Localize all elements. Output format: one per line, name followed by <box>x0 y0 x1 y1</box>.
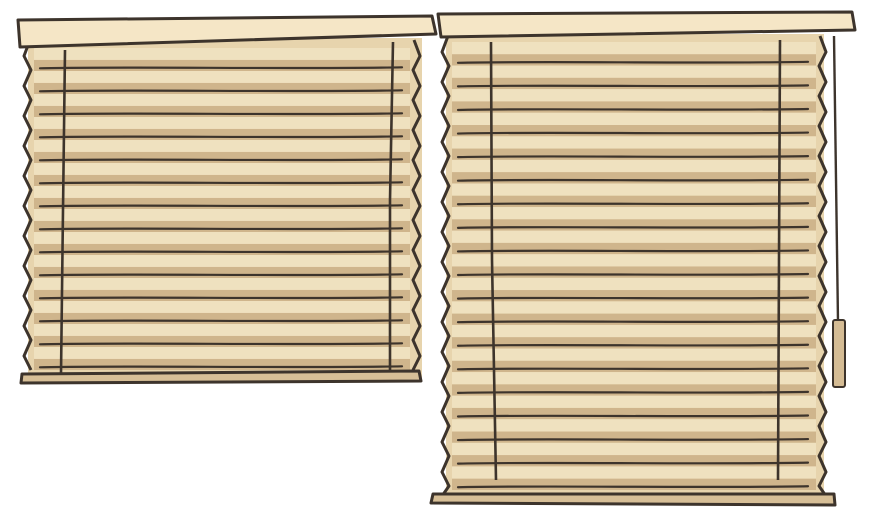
slat-shadow-band <box>452 455 816 466</box>
slat-light-band <box>34 278 410 290</box>
slat-shadow-band <box>452 314 816 325</box>
slat-light-band <box>34 163 410 175</box>
slat-light-band <box>452 89 816 101</box>
slat-crease-line <box>458 345 808 346</box>
slat-crease-line <box>458 298 808 299</box>
slat-shadow-band <box>34 290 410 301</box>
slat-shadow-band <box>34 175 410 186</box>
left-blind-bottom-rail <box>21 371 421 383</box>
slat-shadow-band <box>452 337 816 348</box>
left-blind-slats <box>34 48 410 370</box>
slat-light-band <box>452 349 816 361</box>
right-blind-headrail <box>438 12 855 37</box>
slat-shadow-band <box>34 336 410 347</box>
slat-shadow-band <box>452 172 816 183</box>
slat-shadow-band <box>34 83 410 94</box>
slat-crease-line <box>458 203 808 204</box>
slat-crease-line <box>458 133 808 134</box>
slat-shadow-band <box>34 152 410 163</box>
slat-light-band <box>34 324 410 336</box>
slat-shadow-band <box>34 60 410 71</box>
slat-crease-line <box>458 156 808 157</box>
right-blind-slats <box>452 42 816 490</box>
slat-light-band <box>452 254 816 266</box>
slat-light-band <box>452 278 816 290</box>
slat-crease-line <box>458 180 808 181</box>
slat-crease-line <box>458 250 808 251</box>
slat-crease-line <box>458 274 808 275</box>
slat-shadow-band <box>452 219 816 230</box>
slat-shadow-band <box>34 106 410 117</box>
slat-crease-line <box>458 463 808 464</box>
slat-light-band <box>452 207 816 219</box>
slat-light-band <box>452 419 816 431</box>
left-blind <box>18 16 436 383</box>
slat-light-band <box>34 71 410 83</box>
slat-shadow-band <box>34 221 410 232</box>
slat-crease-line <box>458 85 808 86</box>
slat-crease-line <box>40 343 402 344</box>
slat-shadow-band <box>452 125 816 136</box>
slat-crease-line <box>40 67 402 68</box>
slat-light-band <box>452 396 816 408</box>
slat-light-band <box>452 42 816 54</box>
slat-light-band <box>34 140 410 152</box>
slat-light-band <box>452 372 816 384</box>
slat-light-band <box>34 255 410 267</box>
slat-light-band <box>452 66 816 78</box>
slat-shadow-band <box>34 267 410 278</box>
slat-light-band <box>452 301 816 313</box>
slat-crease-line <box>40 251 402 252</box>
slat-light-band <box>34 347 410 359</box>
slat-shadow-band <box>452 290 816 301</box>
slat-crease-line <box>458 109 808 110</box>
slat-shadow-band <box>34 313 410 324</box>
slat-shadow-band <box>34 244 410 255</box>
slat-shadow-band <box>452 479 816 490</box>
slat-shadow-band <box>452 78 816 89</box>
slat-light-band <box>34 117 410 129</box>
slat-shadow-band <box>452 243 816 254</box>
slat-crease-line <box>458 368 808 369</box>
slat-crease-line <box>40 297 402 298</box>
slat-crease-line <box>458 486 808 487</box>
pull-cord <box>834 36 838 322</box>
slat-crease-line <box>458 62 808 63</box>
slat-crease-line <box>40 136 402 137</box>
slat-shadow-band <box>452 266 816 277</box>
slat-crease-line <box>40 274 402 275</box>
slat-light-band <box>452 231 816 243</box>
slat-light-band <box>34 209 410 221</box>
slat-crease-line <box>40 159 402 160</box>
slat-shadow-band <box>452 384 816 395</box>
slat-crease-line <box>458 415 808 416</box>
slat-light-band <box>452 113 816 125</box>
right-blind-bottom-rail <box>431 494 835 505</box>
slat-crease-line <box>40 205 402 206</box>
slat-light-band <box>34 232 410 244</box>
slat-light-band <box>34 94 410 106</box>
right-blind <box>431 12 855 505</box>
slat-light-band <box>34 48 410 60</box>
slat-crease-line <box>458 227 808 228</box>
slat-light-band <box>452 466 816 478</box>
slat-shadow-band <box>452 408 816 419</box>
slat-shadow-band <box>452 54 816 65</box>
slat-crease-line <box>40 182 402 183</box>
slat-shadow-band <box>452 361 816 372</box>
slat-crease-line <box>40 113 402 114</box>
slat-shadow-band <box>34 129 410 140</box>
slat-shadow-band <box>452 149 816 160</box>
slat-crease-line <box>40 228 402 229</box>
slat-light-band <box>34 186 410 198</box>
slat-crease-line <box>40 366 402 367</box>
slat-light-band <box>34 301 410 313</box>
slat-light-band <box>452 443 816 455</box>
slat-shadow-band <box>452 101 816 112</box>
pull-cord-handle <box>833 320 845 387</box>
slat-crease-line <box>458 439 808 440</box>
slat-light-band <box>452 160 816 172</box>
slat-light-band <box>452 136 816 148</box>
slat-light-band <box>452 183 816 195</box>
slat-crease-line <box>458 321 808 322</box>
slat-shadow-band <box>452 432 816 443</box>
slat-crease-line <box>40 90 402 91</box>
slat-shadow-band <box>452 196 816 207</box>
slat-light-band <box>452 325 816 337</box>
slat-shadow-band <box>34 198 410 209</box>
slat-shadow-band <box>34 359 410 370</box>
slat-crease-line <box>40 320 402 321</box>
slat-crease-line <box>458 392 808 393</box>
